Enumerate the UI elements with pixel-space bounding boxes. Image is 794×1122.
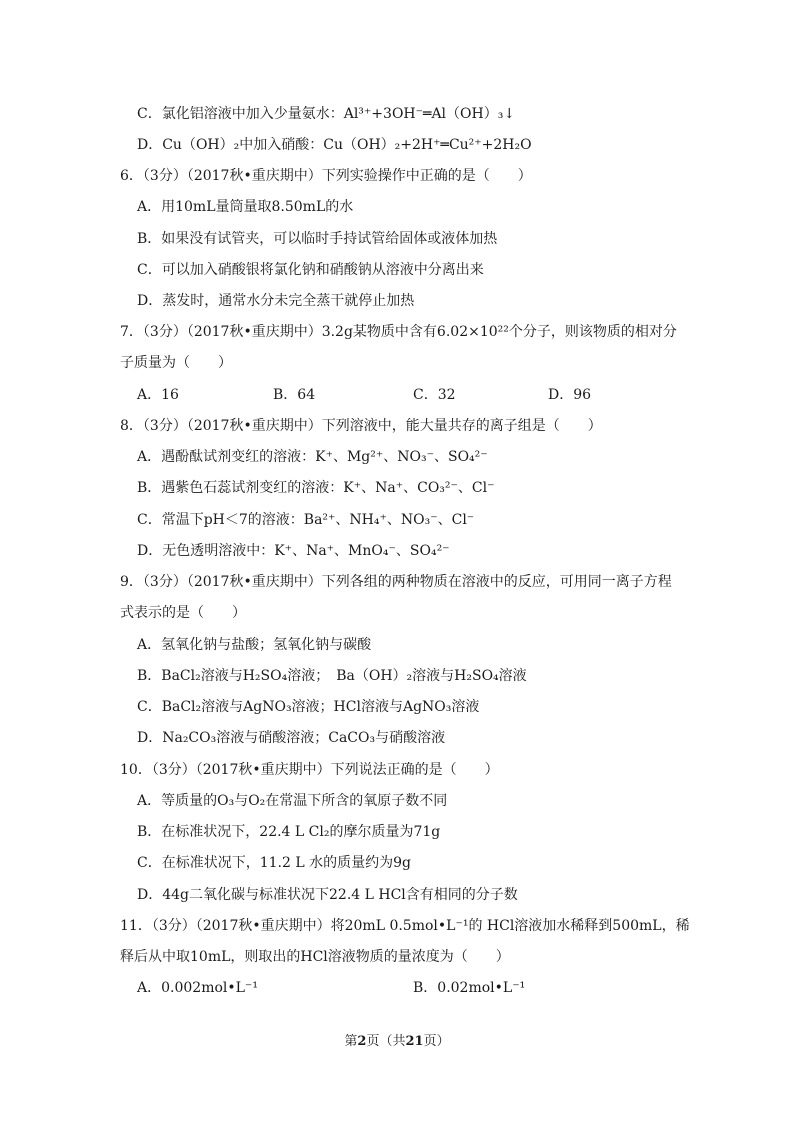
option-line: D．44g二氧化碳与标准状况下22.4 L HCl含有相同的分子数 — [137, 887, 518, 903]
option-line: D．Cu（OH）₂中加入硝酸：Cu（OH）₂+2H⁺═Cu²⁺+2H₂O — [137, 137, 532, 153]
question-10: 10．（3分）（2017秋•重庆期中）下列说法正确的是（ ） — [120, 762, 499, 778]
option-line: A．遇酚酞试剂变红的溶液：K⁺、Mg²⁺、NO₃⁻、SO₄²⁻ — [137, 449, 488, 465]
question-11: 11．（3分）（2017秋•重庆期中）将20mL 0.5mol•L⁻¹的 HCl溶液加水稀释到500mL，稀 — [120, 918, 690, 934]
option-line: B．0.02mol•L⁻¹ — [413, 980, 526, 996]
option-line: C．常温下pH＜7的溶液：Ba²⁺、NH₄⁺、NO₃⁻、Cl⁻ — [137, 512, 475, 528]
option-line: D．96 — [548, 387, 592, 403]
question-9: 9．（3分）（2017秋•重庆期中）下列各组的两种物质在溶液中的反应，可用同一离子方程 — [120, 574, 672, 590]
option-line: A．用10mL量筒量取8.50mL的水 — [137, 199, 354, 215]
question-9-cont: 式表示的是（ ） — [120, 605, 246, 621]
option-line: C．BaCl₂溶液与AgNO₃溶液；HCl溶液与AgNO₃溶液 — [137, 699, 480, 715]
option-line: C．32 — [413, 387, 456, 403]
question-11-cont: 释后从中取10mL，则取出的HCl溶液物质的量浓度为（ ） — [120, 949, 510, 965]
question-7: 7．（3分）（2017秋•重庆期中）3.2g某物质中含有6.02×10²²个分子，则该物质的相对分 — [120, 324, 677, 340]
footer-post: 页） — [423, 1034, 450, 1049]
option-line: A．16 — [137, 387, 179, 403]
option-line: A．等质量的O₃与O₂在常温下所含的氧原子数不同 — [137, 793, 448, 809]
footer-mid: 页（共 — [366, 1034, 406, 1049]
page-footer — [0, 1030, 794, 1049]
option-line: B．BaCl₂溶液与H₂SO₄溶液； Ba（OH）₂溶液与H₂SO₄溶液 — [137, 668, 527, 684]
option-line: A．氢氧化钠与盐酸；氢氧化钠与碳酸 — [137, 637, 372, 653]
option-line: B．在标准状况下，22.4 L Cl₂的摩尔质量为71g — [137, 824, 441, 840]
question-6: 6．（3分）（2017秋•重庆期中）下列实验操作中正确的是（ ） — [120, 168, 532, 184]
option-line: D．Na₂CO₃溶液与硝酸溶液；CaCO₃与硝酸溶液 — [137, 730, 446, 746]
question-7-cont: 子质量为（ ） — [120, 355, 232, 371]
question-8: 8．（3分）（2017秋•重庆期中）下列溶液中，能大量共存的离子组是（ ） — [120, 418, 602, 434]
page-number: 2 — [357, 1034, 367, 1049]
page-total: 21 — [405, 1034, 424, 1049]
option-line: C．可以加入硝酸银将氯化钠和硝酸钠从溶液中分离出来 — [137, 262, 484, 278]
option-line: C．在标准状况下，11.2 L 水的质量约为9g — [137, 855, 411, 871]
footer-pre: 第 — [344, 1034, 358, 1049]
option-line: A．0.002mol•L⁻¹ — [137, 980, 258, 996]
option-line: D．无色透明溶液中：K⁺、Na⁺、MnO₄⁻、SO₄²⁻ — [137, 543, 450, 559]
option-line: B．64 — [273, 387, 316, 403]
option-line: B．遇紫色石蕊试剂变红的溶液：K⁺、Na⁺、CO₃²⁻、Cl⁻ — [137, 480, 495, 496]
option-line: D．蒸发时，通常水分未完全蒸干就停止加热 — [137, 293, 415, 309]
option-line: B．如果没有试管夹，可以临时手持试管给固体或液体加热 — [137, 231, 498, 247]
option-line: C．氯化铝溶液中加入少量氨水：Al³⁺+3OH⁻═Al（OH）₃↓ — [137, 106, 516, 122]
